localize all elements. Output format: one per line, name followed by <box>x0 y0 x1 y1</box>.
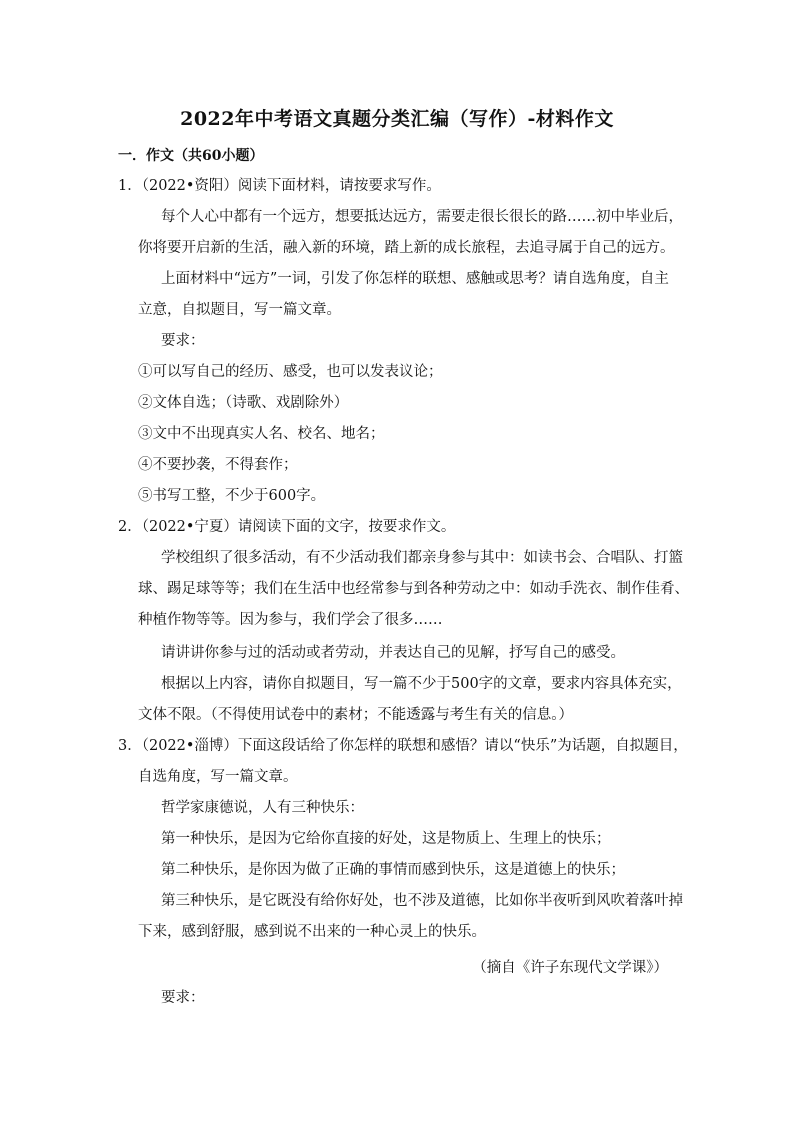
question-1-material-line: 你将要开启新的生活，融入新的环境，踏上新的成长旅程，去追寻属于自己的远方。 <box>138 240 675 256</box>
question-1-requirement: ②文体自选；（诗歌、戏剧除外） <box>138 395 349 411</box>
question-1-heading: 1．（2022•资阳）阅读下面材料，请按要求写作。 <box>118 178 441 194</box>
question-3-material-line: 第一种快乐，是因为它给你直接的好处，这是物质上、生理上的快乐； <box>161 831 611 847</box>
question-1-material-line: 每个人心中都有一个远方，想要抵达远方，需要走很长很长的路……初中毕业后， <box>161 209 683 225</box>
question-3-heading: 3．（2022•淄博）下面这段话给了你怎样的联想和感悟？请以“快乐”为话题，自拟题目， <box>118 738 688 754</box>
question-2-prompt-line: 根据以上内容，请你自拟题目，写一篇不少于500字的文章，要求内容具体充实， <box>161 676 682 692</box>
question-2-heading: 2．（2022•宁夏）请阅读下面的文字，按要求作文。 <box>118 519 456 535</box>
question-2-material-line: 球、踢足球等等；我们在生活中也经常参与到各种劳动之中：如动手洗衣、制作佳肴、 <box>138 581 689 597</box>
question-1-requirements-label: 要求： <box>161 333 205 349</box>
document-title: 2022年中考语文真题分类汇编（写作）-材料作文 <box>180 108 614 130</box>
question-1-requirement: ⑤书写工整，不少于600字。 <box>138 488 326 504</box>
question-3-material-line: 下来，感到舒服，感到说不出来的一种心灵上的快乐。 <box>138 924 486 940</box>
question-2-material-line: 种植作物等等。因为参与，我们学会了很多…… <box>138 612 443 628</box>
question-3-material-line: 第三种快乐，是它既没有给你好处，也不涉及道德，比如你半夜听到风吹着落叶掉 <box>161 893 683 909</box>
question-1-prompt-line: 立意，自拟题目，写一篇文章。 <box>138 302 341 318</box>
question-1-requirement: ④不要抄袭，不得套作； <box>138 457 298 473</box>
question-1-requirement: ①可以写自己的经历、感受，也可以发表议论； <box>138 364 443 380</box>
question-3-requirements-label: 要求： <box>161 990 205 1006</box>
question-3-source: （摘自《许子东现代文学课》） <box>472 960 668 976</box>
question-1-prompt-line: 上面材料中“远方”一词，引发了你怎样的联想、感触或思考？请自选角度，自主 <box>161 271 669 287</box>
question-3-heading-cont: 自选角度，写一篇文章。 <box>138 769 298 785</box>
question-3-material-line: 第二种快乐，是你因为做了正确的事情而感到快乐，这是道德上的快乐； <box>161 862 625 878</box>
question-3-material-line: 哲学家康德说，人有三种快乐： <box>161 800 364 816</box>
question-2-prompt-line: 文体不限。（不得使用试卷中的素材；不能透露与考生有关的信息。） <box>138 707 573 723</box>
section-heading: 一．作文（共60小题） <box>118 148 264 164</box>
question-2-material-line: 学校组织了很多活动，有不少活动我们都亲身参与其中：如读书会、合唱队、打篮 <box>161 550 683 566</box>
question-1-requirement: ③文中不出现真实人名、校名、地名； <box>138 426 385 442</box>
question-2-prompt-line: 请讲讲你参与过的活动或者劳动，并表达自己的见解，抒写自己的感受。 <box>161 645 625 661</box>
